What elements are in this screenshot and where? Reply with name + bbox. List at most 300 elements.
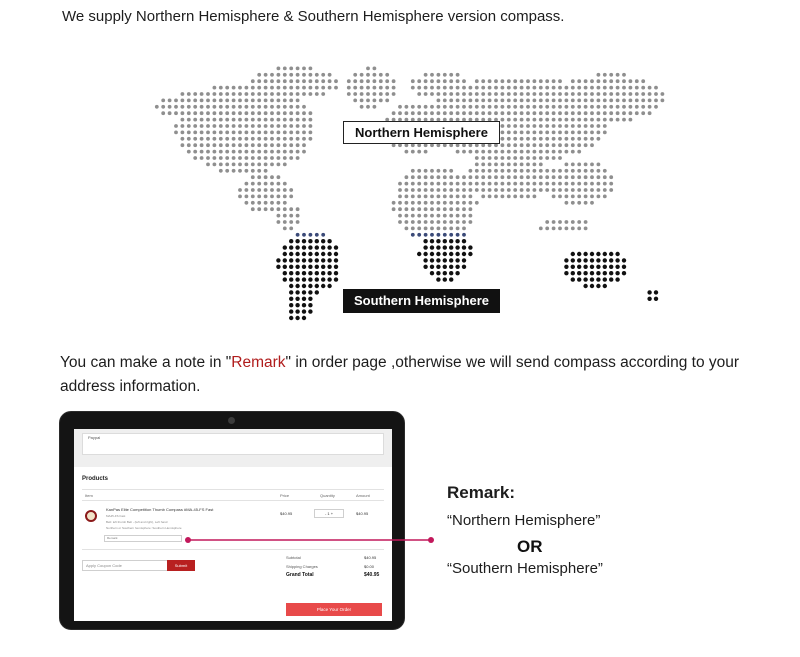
map-dot	[225, 99, 229, 103]
map-dot	[193, 99, 197, 103]
map-dot	[437, 92, 441, 96]
map-dot	[552, 220, 556, 224]
map-dot	[270, 118, 274, 122]
coupon-input[interactable]: Apply Coupon Code	[82, 560, 172, 571]
map-dot	[443, 227, 447, 231]
map-dot	[251, 131, 255, 135]
map-dot	[577, 258, 581, 262]
map-dot	[309, 131, 313, 135]
map-dot	[564, 271, 568, 275]
map-dot	[456, 150, 460, 154]
map-dot	[641, 99, 645, 103]
map-dot	[334, 265, 338, 269]
map-dot	[405, 207, 409, 211]
map-dot	[283, 86, 287, 90]
map-dot	[251, 201, 255, 205]
map-dot	[373, 86, 377, 90]
map-dot	[564, 258, 568, 262]
map-dot	[437, 201, 441, 205]
map-dot	[584, 124, 588, 128]
map-dot	[558, 111, 562, 115]
map-dot	[558, 195, 562, 199]
map-dot	[296, 118, 300, 122]
map-dot	[289, 220, 293, 224]
map-dot	[295, 277, 299, 281]
map-dot	[494, 188, 498, 192]
map-dot	[539, 86, 543, 90]
map-dot	[251, 124, 255, 128]
map-dot	[405, 182, 409, 186]
map-dot	[558, 175, 562, 179]
map-dot	[533, 175, 537, 179]
map-dot	[308, 245, 312, 249]
map-dot	[417, 169, 421, 173]
map-dot	[405, 227, 409, 231]
map-dot	[181, 92, 185, 96]
map-dot	[520, 182, 524, 186]
map-dot	[321, 92, 325, 96]
map-dot	[583, 265, 587, 269]
map-dot	[533, 92, 537, 96]
map-dot	[289, 131, 293, 135]
map-dot	[558, 227, 562, 231]
map-dot	[385, 86, 389, 90]
map-dot	[622, 258, 626, 262]
map-dot	[283, 220, 287, 224]
map-dot	[277, 163, 281, 167]
map-dot	[283, 265, 287, 269]
map-dot	[469, 169, 473, 173]
map-dot	[629, 118, 633, 122]
product-variant: MA45-FS Fast	[106, 514, 126, 518]
map-dot	[641, 111, 645, 115]
map-dot	[565, 105, 569, 109]
map-dot	[443, 233, 447, 237]
place-order-button[interactable]: Place Your Order	[286, 603, 382, 616]
map-dot	[609, 99, 613, 103]
map-dot	[251, 195, 255, 199]
map-dot	[533, 156, 537, 160]
map-dot	[488, 111, 492, 115]
map-dot	[417, 214, 421, 218]
map-dot	[437, 188, 441, 192]
map-dot	[437, 214, 441, 218]
map-dot	[526, 92, 530, 96]
map-dot	[392, 111, 396, 115]
map-dot	[577, 277, 581, 281]
map-dot	[501, 182, 505, 186]
map-dot	[654, 92, 658, 96]
map-dot	[430, 271, 434, 275]
map-dot	[577, 79, 581, 83]
map-dot	[443, 245, 447, 249]
map-dot	[245, 92, 249, 96]
map-dot	[277, 188, 281, 192]
map-dot	[245, 137, 249, 141]
map-dot	[430, 233, 434, 237]
map-dot	[296, 143, 300, 147]
map-dot	[430, 214, 434, 218]
map-dot	[213, 137, 217, 141]
map-dot	[392, 86, 396, 90]
map-dot	[315, 233, 319, 237]
map-dot	[456, 111, 460, 115]
map-dot	[455, 245, 459, 249]
map-dot	[264, 150, 268, 154]
map-dot	[321, 86, 325, 90]
map-dot	[469, 105, 473, 109]
map-dot	[545, 182, 549, 186]
map-dot	[193, 131, 197, 135]
map-dot	[584, 105, 588, 109]
map-dot	[590, 124, 594, 128]
map-dot	[494, 99, 498, 103]
map-dot	[308, 252, 312, 256]
map-dot	[520, 79, 524, 83]
map-dot	[488, 92, 492, 96]
map-dot	[501, 156, 505, 160]
map-dot	[289, 245, 293, 249]
map-dot	[289, 227, 293, 231]
map-dot	[424, 92, 428, 96]
map-dot	[661, 92, 665, 96]
map-dot	[597, 195, 601, 199]
map-dot	[398, 111, 402, 115]
map-dot	[603, 92, 607, 96]
map-dot	[526, 111, 530, 115]
map-dot	[289, 214, 293, 218]
map-dot	[283, 92, 287, 96]
map-dot	[539, 188, 543, 192]
map-dot	[181, 111, 185, 115]
map-dot	[545, 99, 549, 103]
map-dot	[449, 277, 453, 281]
map-dot	[436, 239, 440, 243]
map-dot	[603, 195, 607, 199]
map-dot	[545, 169, 549, 173]
map-dot	[533, 86, 537, 90]
map-dot	[545, 143, 549, 147]
map-dot	[417, 252, 421, 256]
quantity-stepper[interactable]: - 1 +	[314, 509, 344, 518]
map-dot	[565, 227, 569, 231]
map-dot	[360, 79, 364, 83]
map-dot	[181, 118, 185, 122]
map-dot	[296, 67, 300, 71]
map-dot	[526, 163, 530, 167]
map-dot	[181, 143, 185, 147]
map-dot	[437, 227, 441, 231]
map-dot	[533, 137, 537, 141]
map-dot	[597, 182, 601, 186]
map-dot	[456, 175, 460, 179]
map-dot	[609, 92, 613, 96]
map-dot	[327, 271, 331, 275]
map-dot	[289, 67, 293, 71]
submit-coupon-button[interactable]: Submit	[167, 560, 195, 571]
map-dot	[577, 99, 581, 103]
map-dot	[436, 265, 440, 269]
product-amount: $40.95	[356, 511, 369, 516]
map-dot	[360, 92, 364, 96]
map-dot	[590, 105, 594, 109]
world-dot-map	[140, 58, 680, 326]
map-dot	[270, 105, 274, 109]
camera-icon	[228, 417, 235, 424]
map-dot	[219, 156, 223, 160]
map-dot	[449, 239, 453, 243]
map-dot	[545, 137, 549, 141]
map-dot	[225, 124, 229, 128]
map-dot	[533, 118, 537, 122]
map-dot	[289, 284, 293, 288]
map-dot	[296, 207, 300, 211]
map-dot	[443, 201, 447, 205]
map-dot	[289, 297, 293, 301]
map-dot	[590, 143, 594, 147]
map-dot	[257, 195, 261, 199]
map-dot	[302, 233, 306, 237]
map-dot	[456, 105, 460, 109]
map-dot	[309, 86, 313, 90]
map-dot	[385, 99, 389, 103]
map-dot	[334, 245, 338, 249]
map-dot	[423, 245, 427, 249]
map-dot	[385, 79, 389, 83]
map-dot	[603, 188, 607, 192]
map-dot	[366, 67, 370, 71]
map-dot	[200, 111, 204, 115]
map-dot	[264, 105, 268, 109]
map-dot	[245, 111, 249, 115]
map-dot	[257, 143, 261, 147]
map-dot	[590, 284, 594, 288]
map-dot	[501, 131, 505, 135]
map-dot	[219, 111, 223, 115]
map-dot	[302, 73, 306, 77]
map-dot	[494, 150, 498, 154]
map-dot	[206, 99, 210, 103]
map-dot	[232, 105, 236, 109]
map-dot	[257, 111, 261, 115]
map-dot	[308, 297, 312, 301]
map-dot	[584, 163, 588, 167]
map-dot	[590, 265, 594, 269]
map-dot	[501, 105, 505, 109]
map-dot	[443, 220, 447, 224]
map-dot	[270, 182, 274, 186]
map-dot	[423, 239, 427, 243]
map-dot	[539, 143, 543, 147]
map-dot	[187, 143, 191, 147]
map-dot	[584, 201, 588, 205]
map-dot	[558, 156, 562, 160]
map-dot	[321, 265, 325, 269]
map-dot	[264, 156, 268, 160]
map-dot	[315, 245, 319, 249]
map-dot	[513, 105, 517, 109]
map-dot	[219, 143, 223, 147]
map-dot	[545, 86, 549, 90]
map-dot	[302, 265, 306, 269]
map-dot	[507, 175, 511, 179]
map-dot	[501, 92, 505, 96]
map-dot	[469, 201, 473, 205]
map-dot	[373, 99, 377, 103]
map-dot	[558, 131, 562, 135]
map-dot	[245, 156, 249, 160]
map-dot	[430, 258, 434, 262]
map-dot	[507, 111, 511, 115]
map-dot	[238, 105, 242, 109]
map-dot	[315, 284, 319, 288]
map-dot	[513, 111, 517, 115]
map-dot	[328, 73, 332, 77]
map-dot	[615, 271, 619, 275]
map-dot	[456, 73, 460, 77]
map-dot	[456, 227, 460, 231]
map-dot	[545, 150, 549, 154]
map-dot	[257, 79, 261, 83]
map-dot	[289, 150, 293, 154]
map-dot	[449, 245, 453, 249]
map-dot	[347, 86, 351, 90]
map-dot	[289, 124, 293, 128]
map-dot	[277, 131, 281, 135]
product-name[interactable]: KanPas Elite Competition Thumb Compass #MA-45-FS Fast	[106, 507, 214, 512]
map-dot	[277, 73, 281, 77]
map-dot	[558, 124, 562, 128]
map-dot	[449, 188, 453, 192]
map-dot	[539, 92, 543, 96]
map-dot	[327, 245, 331, 249]
map-dot	[296, 86, 300, 90]
map-dot	[309, 92, 313, 96]
map-dot	[430, 86, 434, 90]
map-dot	[449, 195, 453, 199]
map-dot	[379, 86, 383, 90]
map-dot	[366, 79, 370, 83]
map-dot	[423, 252, 427, 256]
map-dot	[539, 131, 543, 135]
map-dot	[238, 99, 242, 103]
map-dot	[161, 111, 165, 115]
map-dot	[552, 118, 556, 122]
map-dot	[424, 233, 428, 237]
map-dot	[187, 124, 191, 128]
map-dot	[584, 86, 588, 90]
map-dot	[295, 309, 299, 313]
map-dot	[571, 277, 575, 281]
map-dot	[475, 182, 479, 186]
map-dot	[648, 111, 652, 115]
map-dot	[424, 201, 428, 205]
map-dot	[520, 105, 524, 109]
map-dot	[245, 201, 249, 205]
map-dot	[533, 79, 537, 83]
map-dot	[257, 188, 261, 192]
map-dot	[629, 86, 633, 90]
map-dot	[283, 73, 287, 77]
map-dot	[219, 118, 223, 122]
map-dot	[616, 79, 620, 83]
map-dot	[296, 131, 300, 135]
map-dot	[571, 86, 575, 90]
northern-hemisphere-label: Northern Hemisphere	[343, 121, 500, 144]
map-dot	[481, 92, 485, 96]
map-dot	[270, 86, 274, 90]
map-dot	[494, 182, 498, 186]
map-dot	[283, 252, 287, 256]
map-dot	[539, 118, 543, 122]
map-dot	[219, 105, 223, 109]
map-dot	[443, 105, 447, 109]
map-dot	[449, 99, 453, 103]
map-dot	[622, 73, 626, 77]
map-dot	[225, 137, 229, 141]
map-dot	[225, 86, 229, 90]
map-dot	[577, 92, 581, 96]
map-dot	[577, 220, 581, 224]
map-dot	[597, 188, 601, 192]
map-dot	[469, 188, 473, 192]
map-dot	[539, 79, 543, 83]
map-dot	[564, 265, 568, 269]
remark-input[interactable]: Remark	[104, 535, 182, 542]
map-dot	[398, 220, 402, 224]
map-dot	[321, 258, 325, 262]
map-dot	[251, 182, 255, 186]
map-dot	[424, 195, 428, 199]
map-dot	[417, 233, 421, 237]
map-dot	[238, 169, 242, 173]
map-dot	[302, 277, 306, 281]
map-dot	[411, 195, 415, 199]
map-dot	[295, 316, 299, 320]
map-dot	[616, 73, 620, 77]
map-dot	[296, 214, 300, 218]
map-dot	[577, 271, 581, 275]
map-dot	[533, 131, 537, 135]
map-dot	[565, 111, 569, 115]
map-dot	[443, 214, 447, 218]
map-dot	[571, 111, 575, 115]
map-dot	[430, 105, 434, 109]
map-dot	[590, 99, 594, 103]
map-dot	[456, 214, 460, 218]
map-dot	[264, 195, 268, 199]
map-dot	[398, 105, 402, 109]
col-item: Item	[85, 493, 93, 498]
map-dot	[213, 111, 217, 115]
map-dot	[533, 111, 537, 115]
map-dot	[193, 105, 197, 109]
map-dot	[206, 124, 210, 128]
map-dot	[373, 92, 377, 96]
map-dot	[635, 86, 639, 90]
map-dot	[238, 143, 242, 147]
map-dot	[545, 220, 549, 224]
map-dot	[443, 182, 447, 186]
map-dot	[507, 105, 511, 109]
map-dot	[430, 239, 434, 243]
map-dot	[622, 265, 626, 269]
map-dot	[603, 284, 607, 288]
map-dot	[302, 137, 306, 141]
map-dot	[264, 131, 268, 135]
map-dot	[545, 227, 549, 231]
map-dot	[295, 239, 299, 243]
